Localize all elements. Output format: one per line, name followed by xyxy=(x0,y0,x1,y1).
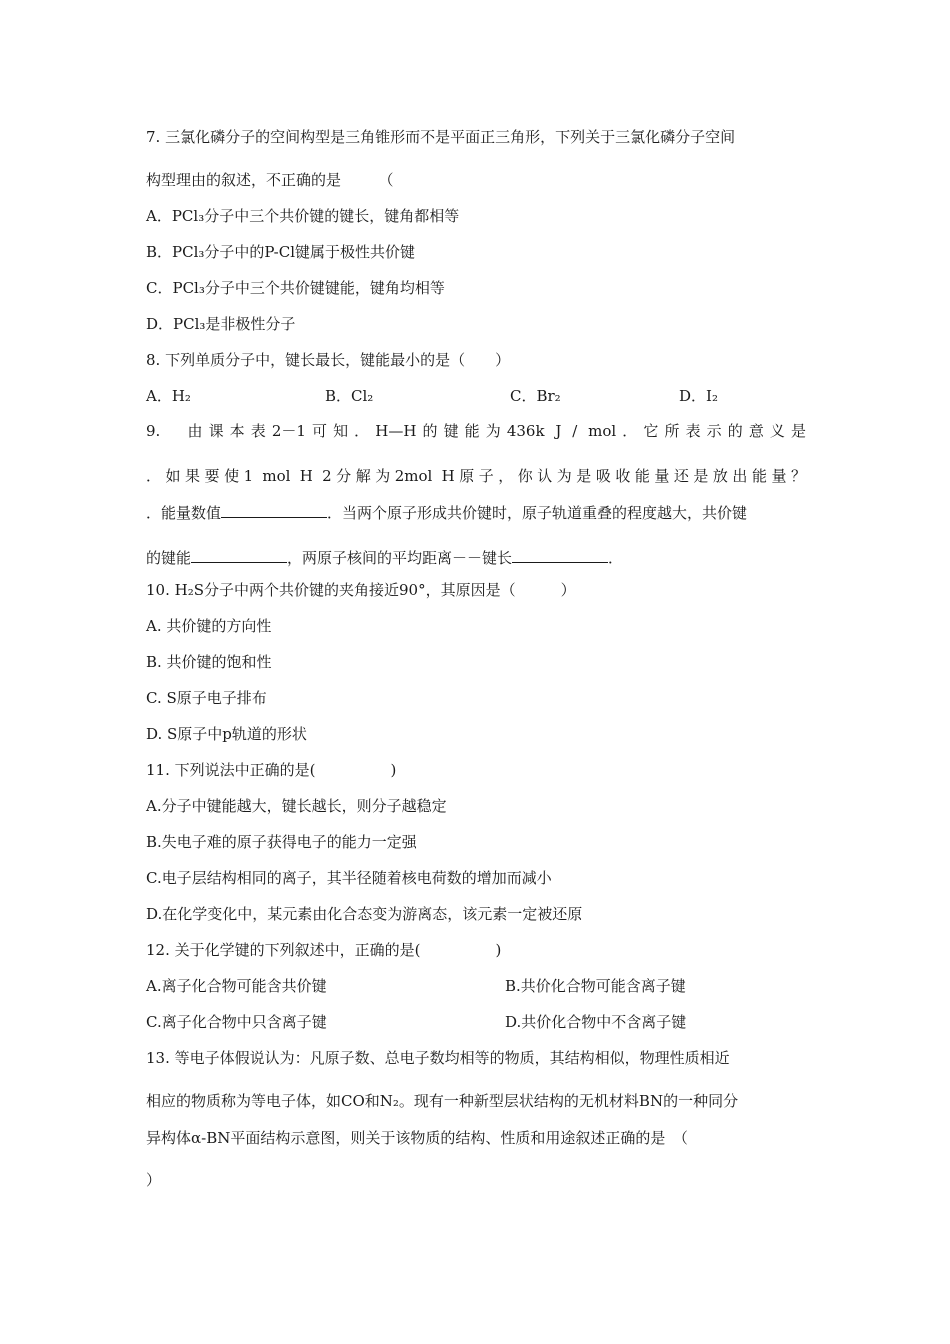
q8-option-a: A．H₂ xyxy=(146,387,191,405)
q10-option-d: D. S原子中p轨道的形状 xyxy=(146,725,307,743)
q12-option-b: B.共价化合物可能含离子键 xyxy=(505,977,686,995)
q8-option-c: C．Br₂ xyxy=(510,387,561,405)
q11-option-c: C.电子层结构相同的离子，其半径随着核电荷数的增加而减小 xyxy=(146,869,552,887)
q10-option-b: B. 共价键的饱和性 xyxy=(146,653,272,671)
q9-line3 xyxy=(146,503,747,523)
q10-option-a: A. 共价键的方向性 xyxy=(146,617,272,635)
q8-option-b: B．Cl₂ xyxy=(325,387,374,405)
q9-line4 xyxy=(146,548,623,568)
q13-line3: 异构体α-BN平面结构示意图，则关于该物质的结构、性质和用途叙述正确的是 （ xyxy=(146,1129,688,1147)
q9-line1: 9. 由课本表2－1可知．H—H的键能为436k J / mol．它所表示的意义是 xyxy=(146,422,806,440)
q9-line3-tail: ．当两个原子形成共价键时，原子轨道重叠的程度越大，共价键 xyxy=(327,504,748,522)
q10-stem: 10. H₂S分子中两个共价键的夹角接近90°，其原因是（ ） xyxy=(146,581,576,599)
q7-option-d: D．PCl₃是非极性分子 xyxy=(146,315,296,333)
q8-option-d: D．I₂ xyxy=(679,387,718,405)
q11-option-d: D.在化学变化中，某元素由化合态变为游离态，该元素一定被还原 xyxy=(146,905,583,923)
q13-line1: 13. 等电子体假说认为：凡原子数、总电子数均相等的物质，其结构相似，物理性质相近 xyxy=(146,1049,730,1067)
q7-option-b: B．PCl₃分子中的P-Cl键属于极性共价键 xyxy=(146,243,416,261)
q7-stem-line1: 7. 三氯化磷分子的空间构型是三角锥形而不是平面正三角形，下列关于三氯化磷分子空间 xyxy=(146,128,736,146)
q11-option-a: A.分子中键能越大，键长越长，则分子越稳定 xyxy=(146,797,447,815)
q12-option-d: D.共价化合物中不含离子键 xyxy=(505,1013,687,1031)
q12-option-c: C.离子化合物中只含离子键 xyxy=(146,1013,327,1031)
q7-stem-line2: 构型理由的叙述，不正确的是 （ xyxy=(146,171,394,189)
q8-stem: 8. 下列单质分子中，键长最长，键能最小的是（ ） xyxy=(146,351,511,369)
q7-option-a: A．PCl₃分子中三个共价键的键长，键角都相等 xyxy=(146,207,460,225)
bond-length-blank xyxy=(512,548,608,563)
energy-value-blank xyxy=(221,503,327,518)
q12-stem: 12. 关于化学键的下列叙述中，正确的是( ) xyxy=(146,941,502,959)
q7-option-c: C．PCl₃分子中三个共价键键能，键角均相等 xyxy=(146,279,445,297)
q11-stem: 11. 下列说法中正确的是( ) xyxy=(146,761,397,779)
q12-option-a: A.离子化合物可能含共价键 xyxy=(146,977,327,995)
q9-line4-end: ． xyxy=(608,549,624,567)
q9-line3-lead: ．能量数值 xyxy=(146,504,222,522)
q9-line4-lead: 的键能 xyxy=(146,549,192,567)
bond-energy-blank xyxy=(191,548,287,563)
q13-line4: ） xyxy=(146,1171,162,1189)
q9-line4-mid: ，两原子核间的平均距离－－键长 xyxy=(287,549,513,567)
q13-line2: 相应的物质称为等电子体，如CO和N₂。现有一种新型层状结构的无机材料BN的一种同分 xyxy=(146,1092,739,1110)
q9-line2: ．如果要使1 mol H 2分解为2mol H原子，你认为是吸收能量还是放出能量？ xyxy=(146,467,806,485)
q11-option-b: B.失电子难的原子获得电子的能力一定强 xyxy=(146,833,417,851)
q10-option-c: C. S原子电子排布 xyxy=(146,689,267,707)
